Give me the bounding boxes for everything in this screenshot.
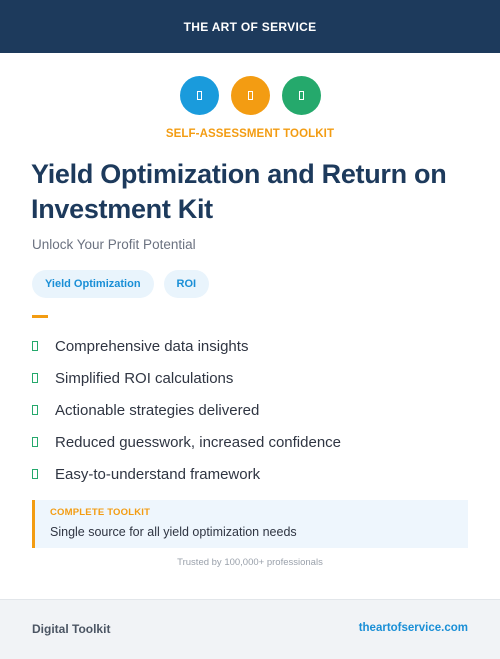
target-glyph	[299, 91, 304, 100]
check-icon	[32, 405, 38, 415]
feature-text: Reduced guesswork, increased confidence	[55, 433, 342, 451]
top-banner	[0, 0, 500, 53]
feature-item	[32, 362, 341, 394]
kicker-label: SELF-ASSESSMENT TOOLKIT	[165, 128, 335, 140]
feature-text: Easy-to-understand framework	[55, 465, 261, 483]
toolkit-icon	[180, 76, 219, 115]
toolkit-callout	[32, 500, 468, 548]
check-icon	[32, 469, 38, 479]
check-icon	[32, 437, 38, 447]
footer-label: Digital Toolkit	[32, 622, 111, 636]
feature-text: Simplified ROI calculations	[55, 369, 234, 387]
feature-item	[32, 394, 341, 426]
callout-text: Single source for all yield optimization needs	[50, 525, 297, 539]
chart-glyph	[248, 91, 253, 100]
tag-list	[32, 270, 209, 298]
feature-item	[32, 426, 341, 458]
target-icon	[282, 76, 321, 115]
feature-item	[32, 458, 341, 490]
feature-text: Actionable strategies delivered	[55, 401, 260, 419]
brand-name: THE ART OF SERVICE	[183, 19, 317, 34]
check-icon	[32, 373, 38, 383]
subtitle: Unlock Your Profit Potential	[32, 237, 196, 252]
page-title: Yield Optimization and Return on Investment Kit	[31, 159, 447, 224]
toolkit-glyph	[197, 91, 202, 100]
footer	[0, 599, 500, 659]
website-link[interactable]: theartofservice.com	[358, 622, 468, 634]
feature-text: Comprehensive data insights	[55, 337, 249, 355]
check-icon	[32, 341, 38, 351]
chart-icon	[231, 76, 270, 115]
feature-list	[32, 330, 341, 490]
callout-label: COMPLETE TOOLKIT	[50, 507, 151, 518]
accent-divider	[32, 315, 48, 318]
tag-yield-optimization: Yield Optimization	[32, 270, 154, 298]
icon-row	[0, 76, 500, 115]
trust-statement: Trusted by 100,000+ professionals	[177, 557, 323, 568]
feature-item	[32, 330, 341, 362]
tag-roi: ROI	[164, 270, 210, 298]
